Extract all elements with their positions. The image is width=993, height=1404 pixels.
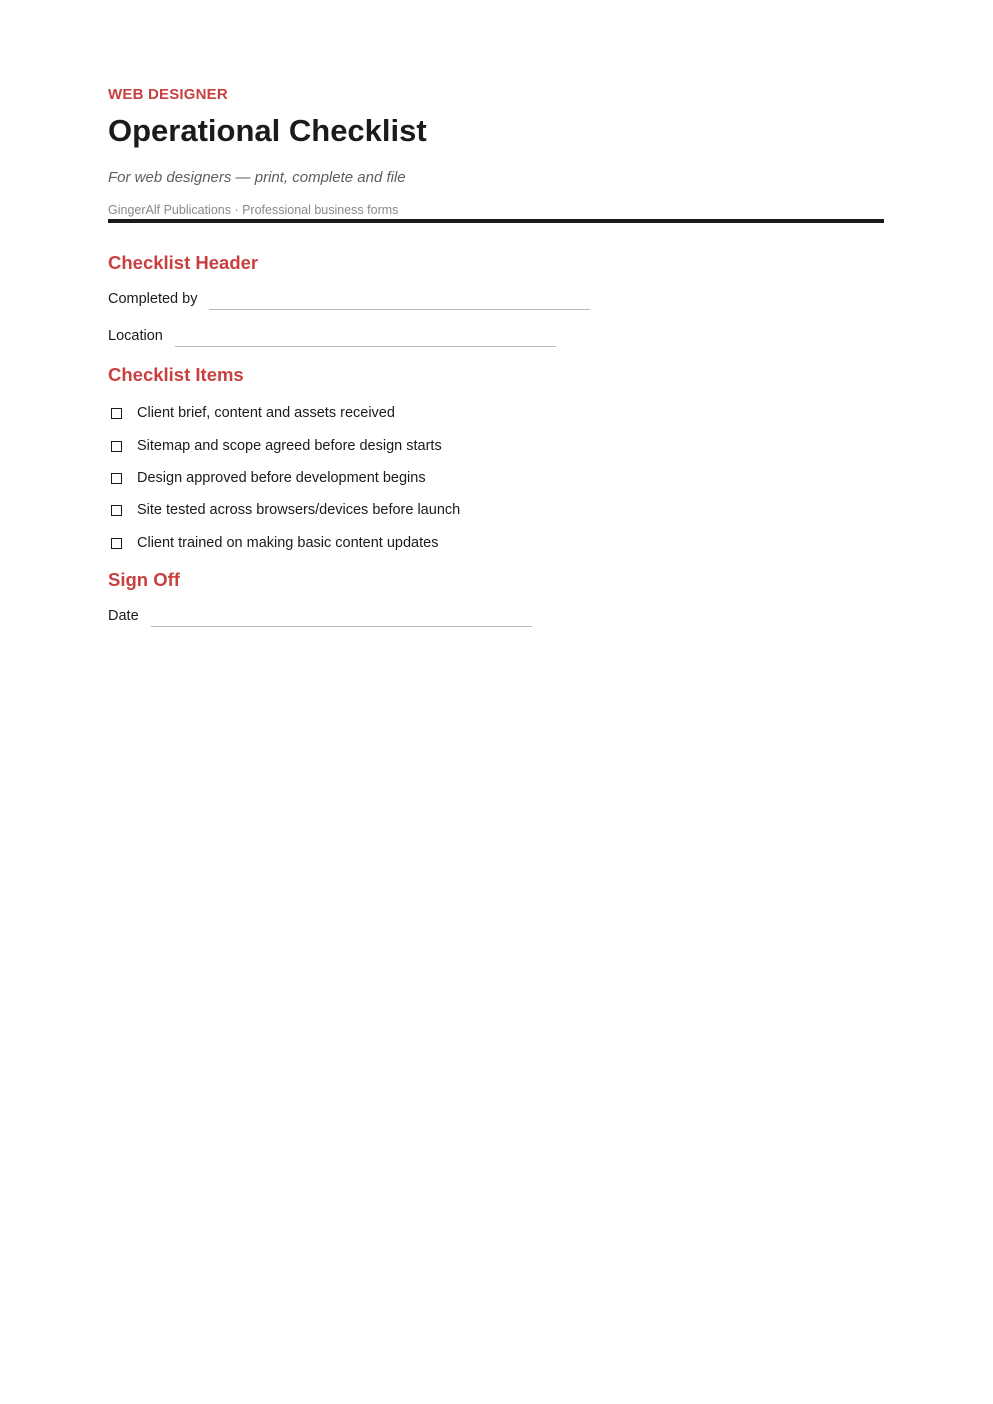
role-eyebrow: WEB DESIGNER	[108, 86, 228, 103]
date-label: Date	[108, 608, 139, 624]
publisher-line: GingerAlf Publications · Professional business forms	[108, 203, 399, 217]
page-title: Operational Checklist	[108, 113, 427, 148]
checkbox[interactable]	[111, 441, 122, 452]
checklist-item-label: Design approved before development begins	[137, 470, 426, 486]
checklist-item	[108, 533, 438, 553]
checklist-item	[108, 403, 395, 423]
checkbox[interactable]	[111, 473, 122, 484]
completed-by-label: Completed by	[108, 291, 198, 307]
location-input-line[interactable]	[175, 346, 556, 347]
checklist-item-label: Sitemap and scope agreed before design starts	[137, 438, 442, 454]
checklist-item-label: Client brief, content and assets received	[137, 405, 395, 421]
checklist-item	[108, 500, 460, 520]
section-heading-checklist-items: Checklist Items	[108, 364, 244, 385]
date-field	[108, 607, 532, 625]
section-heading-sign-off: Sign Off	[108, 569, 180, 590]
checkbox[interactable]	[111, 538, 122, 549]
checklist-item	[108, 468, 426, 488]
page-subtitle: For web designers — print, complete and file	[108, 169, 406, 186]
checkbox[interactable]	[111, 505, 122, 516]
checklist-item-label: Client trained on making basic content updates	[137, 535, 439, 551]
checklist-item-label: Site tested across browsers/devices before launch	[137, 502, 461, 518]
date-input-line[interactable]	[151, 626, 532, 627]
checklist-item	[108, 436, 442, 456]
completed-by-field	[108, 290, 590, 308]
completed-by-input-line[interactable]	[209, 309, 590, 310]
checkbox[interactable]	[111, 408, 122, 419]
location-field	[108, 327, 556, 345]
header-rule	[108, 219, 884, 223]
section-heading-checklist-header: Checklist Header	[108, 252, 259, 273]
location-label: Location	[108, 328, 163, 344]
